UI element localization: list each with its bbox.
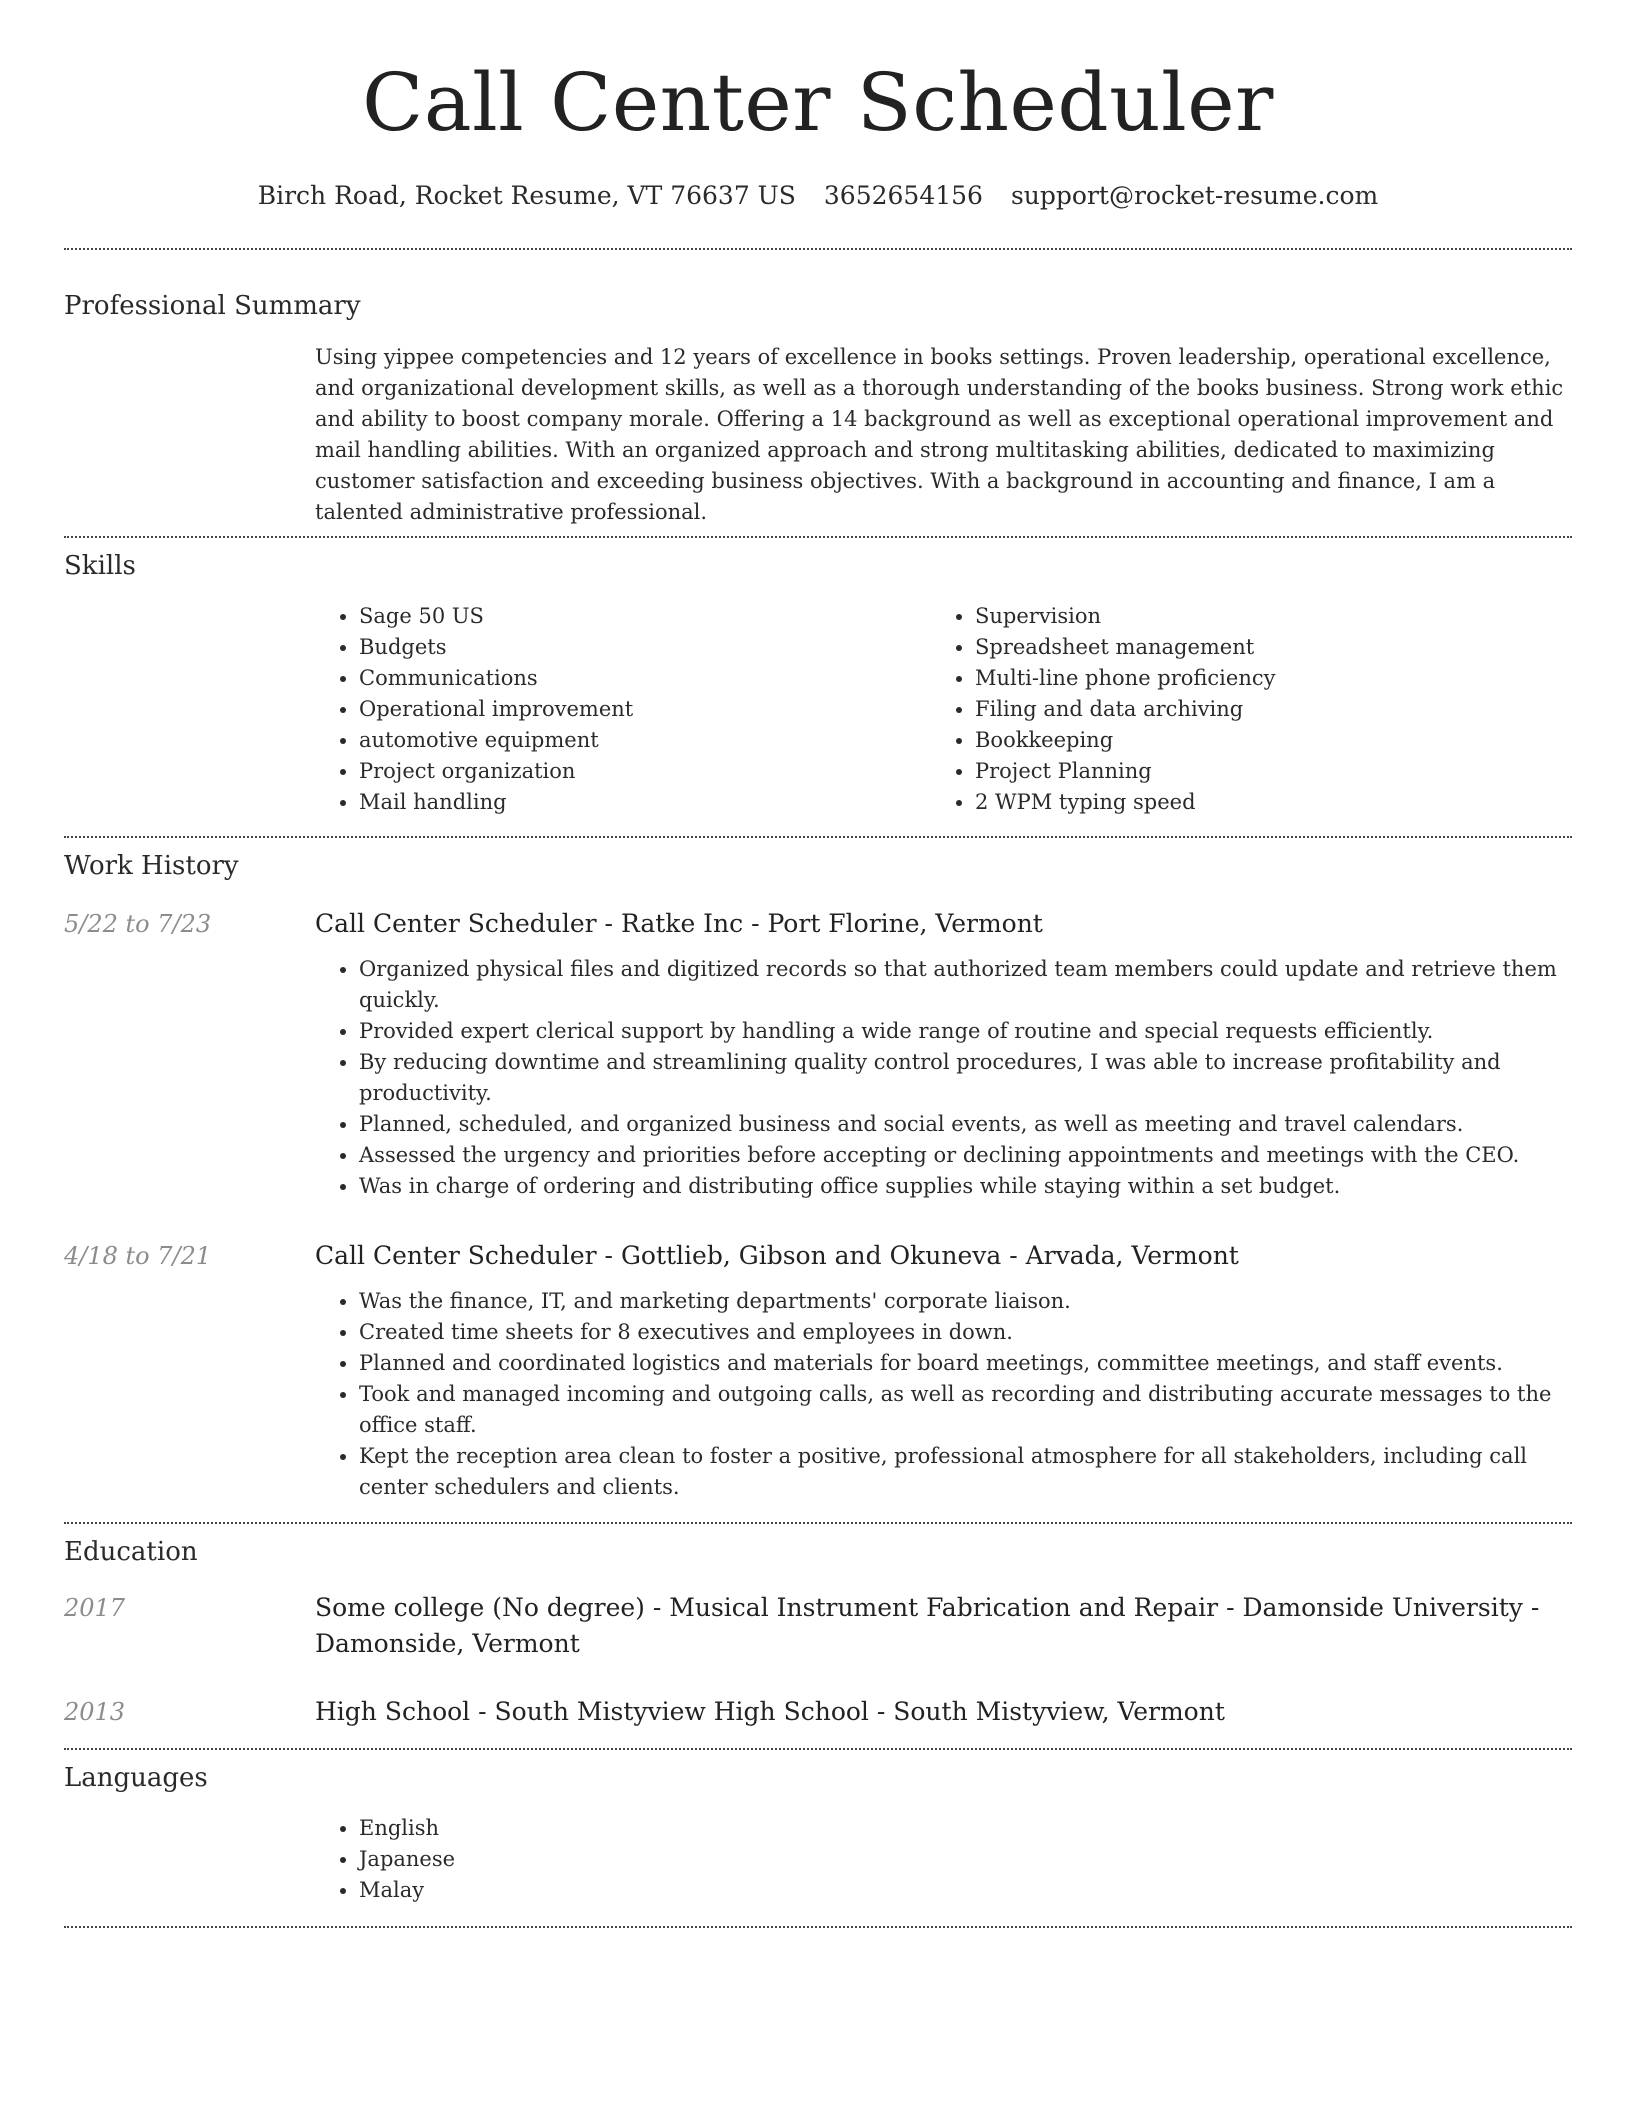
skill-item: • Communications bbox=[359, 663, 931, 694]
skill-item: • Spreadsheet management bbox=[975, 632, 1547, 663]
skill-item: • 2 WPM typing speed bbox=[975, 787, 1547, 818]
job-bullet: • Assessed the urgency and priorities before accepting or declining appointments and meetings with the CEO. bbox=[359, 1140, 1572, 1171]
job-bullet: • Created time sheets for 8 executives and employees in down. bbox=[359, 1317, 1572, 1348]
job-heading: Call Center Scheduler - Gottlieb, Gibson and Okuneva - Arvada, Vermont bbox=[315, 1241, 1239, 1270]
contact-address: Birch Road, Rocket Resume, VT 76637 US bbox=[257, 181, 796, 210]
education-section bbox=[64, 1524, 1572, 1748]
contact-line bbox=[64, 178, 1572, 214]
job-bullet: • Provided expert clerical support by handling a wide range of routine and special requests efficiently. bbox=[359, 1016, 1572, 1047]
skill-item: • Project organization bbox=[359, 756, 931, 787]
skill-item: • Multi-line phone proficiency bbox=[975, 663, 1547, 694]
summary-section bbox=[64, 250, 1572, 536]
education-entry bbox=[64, 1694, 1572, 1730]
skill-item: • automotive equipment bbox=[359, 725, 931, 756]
job-entry bbox=[64, 906, 1572, 1202]
skills-column-left bbox=[315, 601, 931, 818]
job-bullet: • Kept the reception area clean to foster a positive, professional atmosphere for all stakeholders, including call center schedulers and clients. bbox=[359, 1441, 1572, 1503]
skill-item: • Project Planning bbox=[975, 756, 1547, 787]
language-item: • English bbox=[359, 1813, 1572, 1844]
education-entry bbox=[64, 1590, 1572, 1662]
skill-item: • Mail handling bbox=[359, 787, 931, 818]
job-bullet: • Was in charge of ordering and distributing office supplies while staying within a set budget. bbox=[359, 1171, 1572, 1202]
job-bullet: • By reducing downtime and streamlining quality control procedures, I was able to increase profitability and productivity. bbox=[359, 1047, 1572, 1109]
education-year: 2017 bbox=[64, 1594, 126, 1622]
candidate-name: Call Center Scheduler bbox=[362, 56, 1274, 149]
skill-item: • Sage 50 US bbox=[359, 601, 931, 632]
section-title-education: Education bbox=[64, 1537, 198, 1567]
divider bbox=[64, 1926, 1572, 1928]
skills-column-right bbox=[931, 601, 1547, 818]
job-dates: 4/18 to 7/21 bbox=[64, 1242, 212, 1270]
section-title-skills: Skills bbox=[64, 551, 136, 581]
section-title-languages: Languages bbox=[64, 1763, 208, 1793]
job-entry bbox=[64, 1238, 1572, 1503]
contact-phone: 3652654156 bbox=[823, 181, 983, 210]
job-bullet: • Took and managed incoming and outgoing calls, as well as recording and distributing accurate messages to the office staff. bbox=[359, 1379, 1572, 1441]
job-bullet: • Planned and coordinated logistics and materials for board meetings, committee meetings, and staff events. bbox=[359, 1348, 1572, 1379]
skill-item: • Budgets bbox=[359, 632, 931, 663]
languages-section bbox=[64, 1750, 1572, 1926]
section-title-work: Work History bbox=[64, 851, 239, 881]
summary-text: Using yippee competencies and 12 years of excellence in books settings. Proven leadership, operational excellence, and organizational development skills, as well as a thorough understanding of the books business. Strong work ethic and ability to boost company morale. Offering a 14 background as well as exceptional operational improvement and mail handling abilities. With an organized approach and strong multitasking abilities, dedicated to maximizing customer satisfaction and exceeding business objectives. With a background in accounting and finance, I am a talented administrative professional. bbox=[315, 345, 1564, 524]
job-bullet: • Was the finance, IT, and marketing departments' corporate liaison. bbox=[359, 1286, 1572, 1317]
skill-item: • Bookkeeping bbox=[975, 725, 1547, 756]
work-history-section bbox=[64, 838, 1572, 1522]
education-year: 2013 bbox=[64, 1698, 126, 1726]
job-heading: Call Center Scheduler - Ratke Inc - Port Florine, Vermont bbox=[315, 909, 1043, 938]
resume-page bbox=[64, 0, 1572, 1928]
education-heading: High School - South Mistyview High School - South Mistyview, Vermont bbox=[315, 1697, 1225, 1726]
job-dates: 5/22 to 7/23 bbox=[64, 910, 212, 938]
section-title-summary: Professional Summary bbox=[64, 291, 361, 321]
job-bullet: • Organized physical files and digitized records so that authorized team members could update and retrieve them quickly. bbox=[359, 954, 1572, 1016]
skill-item: • Operational improvement bbox=[359, 694, 931, 725]
job-bullet: • Planned, scheduled, and organized business and social events, as well as meeting and travel calendars. bbox=[359, 1109, 1572, 1140]
skill-item: • Filing and data archiving bbox=[975, 694, 1547, 725]
education-heading: Some college (No degree) - Musical Instrument Fabrication and Repair - Damonside University - Damonside, Vermont bbox=[315, 1593, 1540, 1658]
language-item: • Japanese bbox=[359, 1844, 1572, 1875]
skill-item: • Supervision bbox=[975, 601, 1547, 632]
skills-section bbox=[64, 538, 1572, 836]
contact-email: support@rocket-resume.com bbox=[1010, 181, 1379, 210]
language-item: • Malay bbox=[359, 1875, 1572, 1906]
